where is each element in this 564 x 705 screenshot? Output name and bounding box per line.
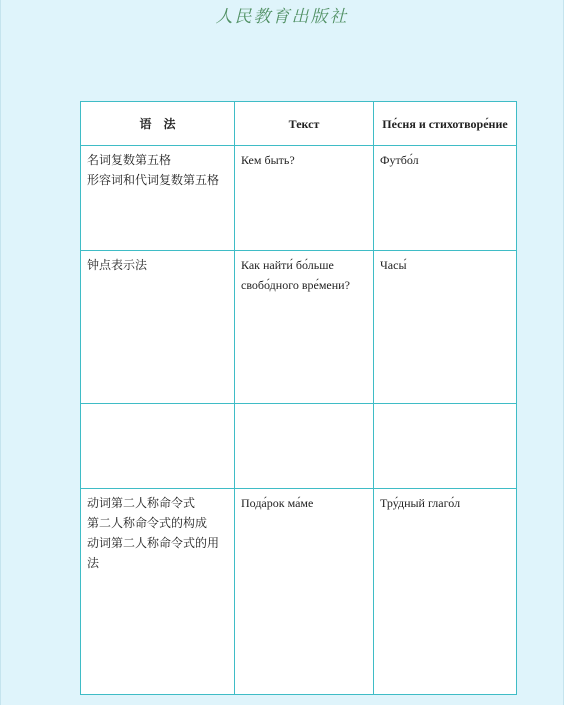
grammar-topic: 名词复数第五格 xyxy=(87,153,172,167)
table-row xyxy=(81,489,517,695)
table-row xyxy=(81,251,517,404)
table-header-row xyxy=(81,102,517,146)
grammar-cell xyxy=(81,251,235,404)
table-row xyxy=(81,146,517,251)
grammar-topic: 动词第二人称命令式 xyxy=(87,496,196,510)
grammar-topic: 第二人称命令式的构成 xyxy=(87,516,208,530)
song-cell: Тру́дный глаго́л xyxy=(374,489,517,695)
text-cell: Кем быть? xyxy=(235,146,374,251)
syllabus-table xyxy=(80,101,517,695)
text-cell: Пода́рок ма́ме xyxy=(235,489,374,695)
grammar-topic: 钟点表示法 xyxy=(87,258,148,272)
text-cell: Как найти́ бо́льше свобо́дного вре́мени? xyxy=(235,251,374,404)
grammar-topic: 形容词和代词复数第五格 xyxy=(87,173,220,187)
song-cell: Футбо́л xyxy=(374,146,517,251)
grammar-topic: 动词第二人称命令式的用法 xyxy=(87,536,220,570)
grammar-cell xyxy=(81,489,235,695)
header-song-poem: Пе́сня и стихотворе́ние xyxy=(374,102,517,146)
song-cell xyxy=(374,404,517,489)
table-row xyxy=(81,404,517,489)
header-text: Текст xyxy=(235,102,374,146)
publisher-logo: 人民教育出版社 xyxy=(215,7,349,27)
song-cell: Часы́ xyxy=(374,251,517,404)
text-cell xyxy=(235,404,374,489)
header-grammar: 语 法 xyxy=(81,102,235,146)
grammar-cell xyxy=(81,404,235,489)
grammar-cell xyxy=(81,146,235,251)
